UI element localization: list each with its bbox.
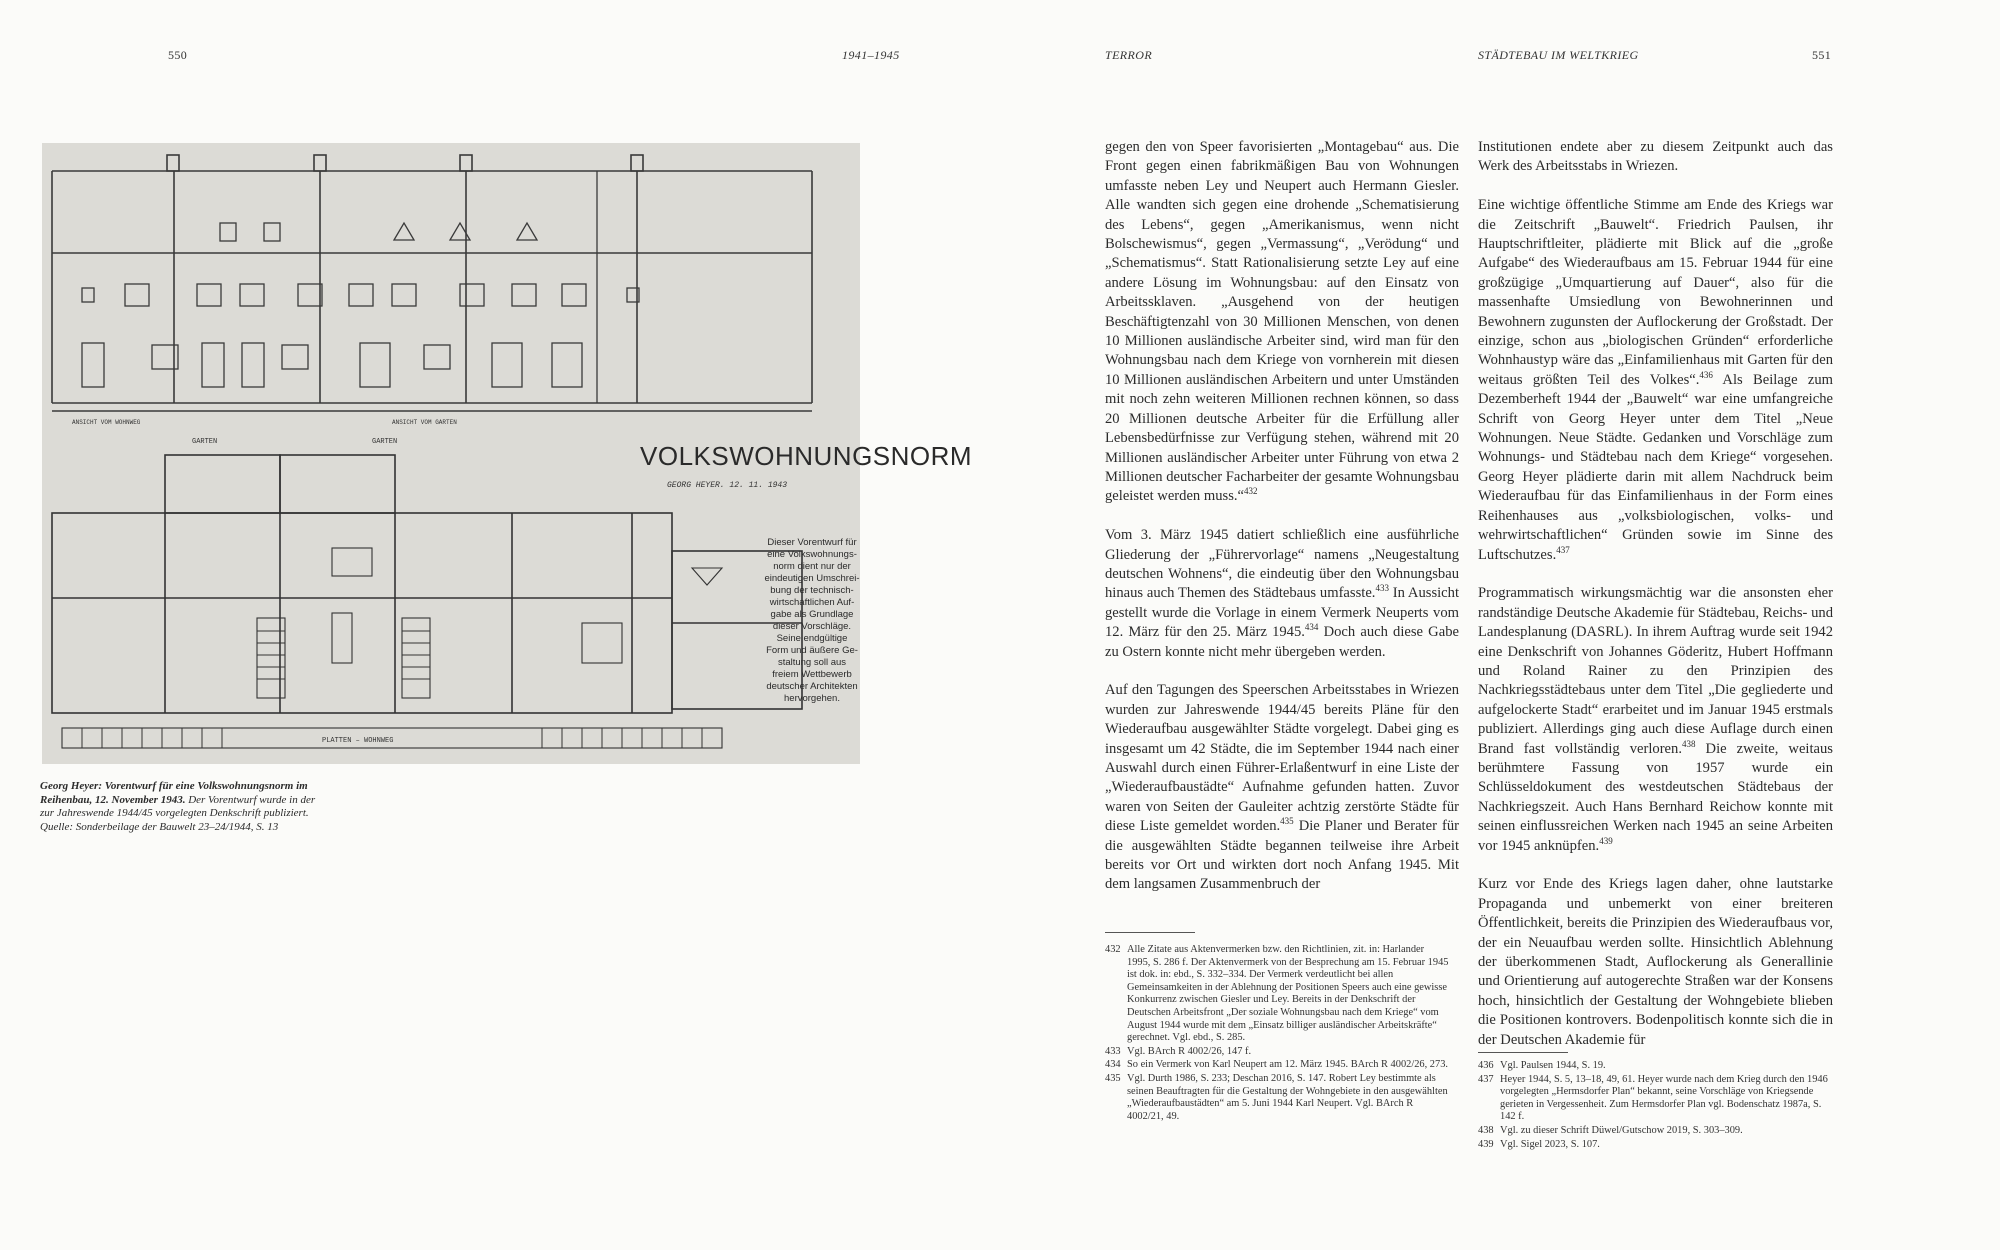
paragraph: Eine wichtige öffentliche Stimme am Ende des Kriegs war die Zeitschrift „Bauwelt“. Friedrich Paulsen, ihr Hauptschriftleiter, plädierte mit Blick auf die „große Aufgabe“ des Wiederaufbaus am 15. Februar 1944 für eine großzügige „Umquartierung auf Dauer“, also für die massenhafte Umsiedlung von Bewohnerinnen und Bewohnern zugunsten der Auflockerung der Großstadt. Der einzige, schon aus „biologischen Gründen“ erforderliche Wohnhaustyp wäre das „Einfamilienhaus mit Garten für den weitaus größten Teil des Volkes“.$^{436}$ Als Beilage zum Dezemberheft 1944 der „Bauwelt“ war eine umfangreiche Schrift von Georg Heyer unter dem Titel „Neue Wohnungen. Neue Städte. Gedanken und Vorschläge zum Wohnungs- und Städtebau nach dem Kriege“ vorgesehen. Georg Heyer plädierte darin mit allem Nachdruck beim Wiederaufbau für das Einfamilienhaus in der Form eines Reihenhauses aus „volksbiologischen, volks- und wehrwirtschaftlichen“ Gründen sowie im Sinne des Luftschutzes.$^{437}$ xyxy=(1478,197,1834,563)
note-ref: 434 xyxy=(1304,622,1319,633)
right-running-title-section: TERROR xyxy=(1105,48,1153,62)
footnote: 434 So ein Vermerk von Karl Neupert am 12. März 1945. BArch R 4002/26, 273. xyxy=(1105,1059,1448,1071)
footnote: 433 Vgl. BArch R 4002/26, 147 f. xyxy=(1105,1045,1252,1057)
note-ref: 438 xyxy=(1681,738,1696,749)
footnote-rule-left xyxy=(1105,932,1195,933)
footnote: 432 Alle Zitate aus Aktenvermerken bzw. den Richtlinien, zit. in: Harlander 1995, S. 286 f. Der Aktenvermerk von der Besprechung am 15. Februar 1945 ist dok. in: ebd., S. 332–334. Der Vermerk verdeutlicht bei allen Gemeinsamkeiten in der Ablehnung der Positionen Speers auch eine gewisse Konkurrenz zwischen Giesler und Ley. Bereits in der Denkschrift der Deutschen Arbeitsfront „Der soziale Wohnungsbau nach dem Kriege“ vom August 1944 wurde mit dem „Einsatz billiger ausländischer Arbeitskräfte“ gerechnet. Vgl. ebd., S. 285. xyxy=(1105,944,1449,1044)
note-ref: 436 xyxy=(1699,370,1713,380)
floor-plan-drawing xyxy=(42,143,973,764)
plan-author-date: GEORG HEYER. 12. 11. 1943 xyxy=(667,481,788,490)
note-ref: 433 xyxy=(1375,583,1389,594)
floor-plan-figure xyxy=(42,143,973,764)
footnote-rule-right xyxy=(1478,1052,1568,1053)
plan-label-wohnweg: PLATTEN – WOHNWEG xyxy=(322,737,394,745)
svg-text:Seine endgültige: Seine endgültige xyxy=(776,633,848,644)
svg-text:hervorgehen.: hervorgehen. xyxy=(784,693,840,704)
elevation-label-wohnweg: ANSICHT VOM WOHNWEG xyxy=(72,419,141,426)
svg-text:norm dient nur der: norm dient nur der xyxy=(773,561,851,572)
body-column-right xyxy=(1478,138,1833,1069)
footnotes-right xyxy=(1478,1060,1833,1152)
right-page-number: 551 xyxy=(1812,48,1832,62)
svg-text:eine Volkswohnungs-: eine Volkswohnungs- xyxy=(767,549,857,560)
caption-source: Quelle: Sonderbeilage der Bauwelt 23–24/1944, S. 13 xyxy=(40,820,279,833)
svg-text:Dieser Vorentwurf für: Dieser Vorentwurf für xyxy=(767,537,857,548)
paragraph: Kurz vor Ende des Kriegs lagen daher, ohne lautstarke Propaganda und unbemerkt von einer breiteren Öffentlichkeit, bereits die Prinzipien des Wiederaufbaus vor, der ein Neuaufbau werden sollte. Hinsichtlich Ablehnung der überkommenen Stadt, Auflockerung als Generallinie und Orientierung auf autogerechte Straßen war der Konsens hoch, hinsichtlich der Gestaltung der Wohngebiete blieben die Positionen kontrovers. Bodenpolitisch konnte sich die in der Deutschen Akademie für xyxy=(1478,876,1833,1048)
paragraph: gegen den von Speer favorisierten „Montagebau“ aus. Die Front gegen einen fabrikmäßigen Bau von Wohnungen umfasste neben Ley und Neupert auch Hermann Giesler. Alle wandten sich gegen eine drohende „Schematisierung des Lebens“, gegen „Amerikanismus, wenn nicht Bolschewismus“, gegen „Vermassung“, „Verödung“ und „Schematismus“. Statt Rationalisierung setzte Ley auf eine andere Lösung im Wohnungsbau: auf den Einsatz von Arbeitssklaven. „Ausgehend von der heutigen Beschäftigtenzahl von 30 Millionen Menschen, von denen 10 Millionen ausländische Arbeiter sind, wird man für den Wohnungsbau nach dem Kriege von vornherein mit diesen 10 Millionen ausländischen Arbeitern und unter Umständen mit noch zehn weiteren Millionen rechnen können, so dass 20 Millionen deutsche Arbeiter für die Erfüllung aller Lebensbedürfnisse zur Verfügung stehen, während mit 20 Millionen ausländischer Arbeiter unter Führung von etwa 2 Millionen deutscher Facharbeiter der gesamte Wohnungsbau geleistet werden muss.“$^{432}$ xyxy=(1105,139,1459,505)
paragraph: Vom 3. März 1945 datiert schließlich eine ausführliche Gliederung der „Führervorlage“ namens „Neugestaltung deutschen Wohnens“, die eindeutig über den Wohnungsbau hinaus auch Themen des Städtebaus umfasste.$^{433}$ In Aussicht gestellt wurde die Vorlage in einem Vermerk Neuperts vom 12. März für den 25. März 1945.$^{434}$ Doch auch diese Gabe zu Ostern konnte nicht mehr übergeben werden. xyxy=(1105,527,1460,660)
plan-title: VOLKSWOHNUNGSNORM xyxy=(640,441,973,471)
svg-text:wirtschaftlichen Auf-: wirtschaftlichen Auf- xyxy=(769,597,855,608)
footnote: 437 Heyer 1944, S. 5, 13–18, 49, 61. Heyer wurde nach dem Krieg durch den 1946 vorgelegten „Hermsdorfer Plan“ bekannt, seine Vorschläge von Kriegsende gerieten in Vergessenheit. Zum Hermsdorfer Plan vgl. Bodenschatz 1987a, S. 142 f. xyxy=(1478,1073,1828,1123)
paragraph: Auf den Tagungen des Speerschen Arbeitsstabes in Wriezen wurden zur Jahreswende 1944/45 bereits Pläne für den Wiederaufbau ausgewählter Städte vorgelegt. Dabei ging es insgesamt um 42 Städte, die im September 1944 nach einer Auswahl durch einen Führer-Erlaßentwurf in eine Liste der „Wiederaufbaustädte“ Aufnahme gefunden hatten. Zuvor waren von Seiten der Gauleiter achtzig zerstörte Städte für diese Liste gemeldet worden.$^{435}$ Die Planer und Berater für die ausgewählten Städte begannen teilweise ihre Arbeit bereits vor Ort und wirkten dort noch Anfang 1945. Mit dem langsamen Zusammenbruch der xyxy=(1105,682,1459,893)
svg-text:staltung soll aus: staltung soll aus xyxy=(777,657,847,668)
body-column-left xyxy=(1105,138,1459,914)
right-running-title-chapter: STÄDTEBAU IM WELTKRIEG xyxy=(1478,48,1639,62)
caption-title: Georg Heyer: Vorentwurf für eine Volkswohnungsnorm im Reihenbau, 12. November 1943. xyxy=(40,780,308,806)
paragraph: Institutionen endete aber zu diesem Zeitpunkt auch das Werk des Arbeitsstabs in Wriezen. xyxy=(1478,139,1833,175)
footnotes-left xyxy=(1105,944,1450,1124)
svg-text:bung der technisch-: bung der technisch- xyxy=(770,585,854,596)
note-ref: 435 xyxy=(1280,816,1294,827)
paragraph: Programmatisch wirkungsmächtig war die ansonsten eher randständige Deutsche Akademie für Städtebau, Reichs- und Landesplanung (DASRL). In ihrem Auftrag wurde seit 1942 eine Denkschrift von Johannes Göderitz, Hubert Hoffmann und Roland Rainer zu den Prinzipien des Nachkriegsstädtebaus unter dem Titel „Die gegliederte und aufgelockerte Stadt“ erarbeitet und im Januar 1945 erstmals publiziert. Allerdings ging auch diese Auflage durch einen Brand fast vollständig verloren.$^{438}$ Die zweite, weitaus berühmtere Fassung von 1957 wurde ein Schlüsseldokument des westdeutschen Städtebaus der Nachkriegszeit. Auch Hans Bernhard Reichow konnte mit seinen einflussreichen Werken nach 1945 an seine Arbeiten vor 1945 anknüpfen.$^{439}$ xyxy=(1478,585,1833,854)
footnote: 435 Vgl. Durth 1986, S. 233; Deschan 2016, S. 147. Robert Ley bestimmte als seinen Beauftragten für die Gestaltung der Wohngebiete in den ausgewählten „Wiederaufbaustädten“ am 5. Juni 1944 Karl Neupert. Vgl. BArch R 4002/21, 49. xyxy=(1105,1072,1448,1122)
left-page-number: 550 xyxy=(168,48,188,62)
svg-text:gabe als Grundlage: gabe als Grundlage xyxy=(770,609,854,620)
note-ref: 437 xyxy=(1556,544,1570,555)
figure-caption xyxy=(40,780,320,834)
footnote: 436 Vgl. Paulsen 1944, S. 19. xyxy=(1478,1060,1606,1071)
footnote: 438 Vgl. zu dieser Schrift Düwel/Gutschow 2019, S. 303–309. xyxy=(1478,1124,1743,1136)
svg-text:dieser Vorschläge.: dieser Vorschläge. xyxy=(772,621,852,632)
elevation-label-garten: ANSICHT VOM GARTEN xyxy=(392,419,457,426)
plan-description xyxy=(764,537,859,704)
svg-text:eindeutigen Umschrei-: eindeutigen Umschrei- xyxy=(764,573,860,584)
plan-label-garten-right: GARTEN xyxy=(372,438,398,446)
plan-label-garten-left: GARTEN xyxy=(192,438,218,446)
svg-text:Form und äußere Ge-: Form und äußere Ge- xyxy=(766,645,858,656)
caption-line-2: Der Vorentwurf wurde in der zur Jahreswende 1944/45 vorgelegten Denkschrift publiziert. xyxy=(40,793,316,820)
left-running-title: 1941–1945 xyxy=(842,48,900,62)
svg-text:freiem Wettbewerb: freiem Wettbewerb xyxy=(772,669,852,680)
footnote: 439 Vgl. Sigel 2023, S. 107. xyxy=(1478,1138,1600,1150)
note-ref: 432 xyxy=(1244,486,1258,497)
note-ref: 439 xyxy=(1599,835,1613,846)
svg-text:deutscher Architekten: deutscher Architekten xyxy=(766,681,858,692)
